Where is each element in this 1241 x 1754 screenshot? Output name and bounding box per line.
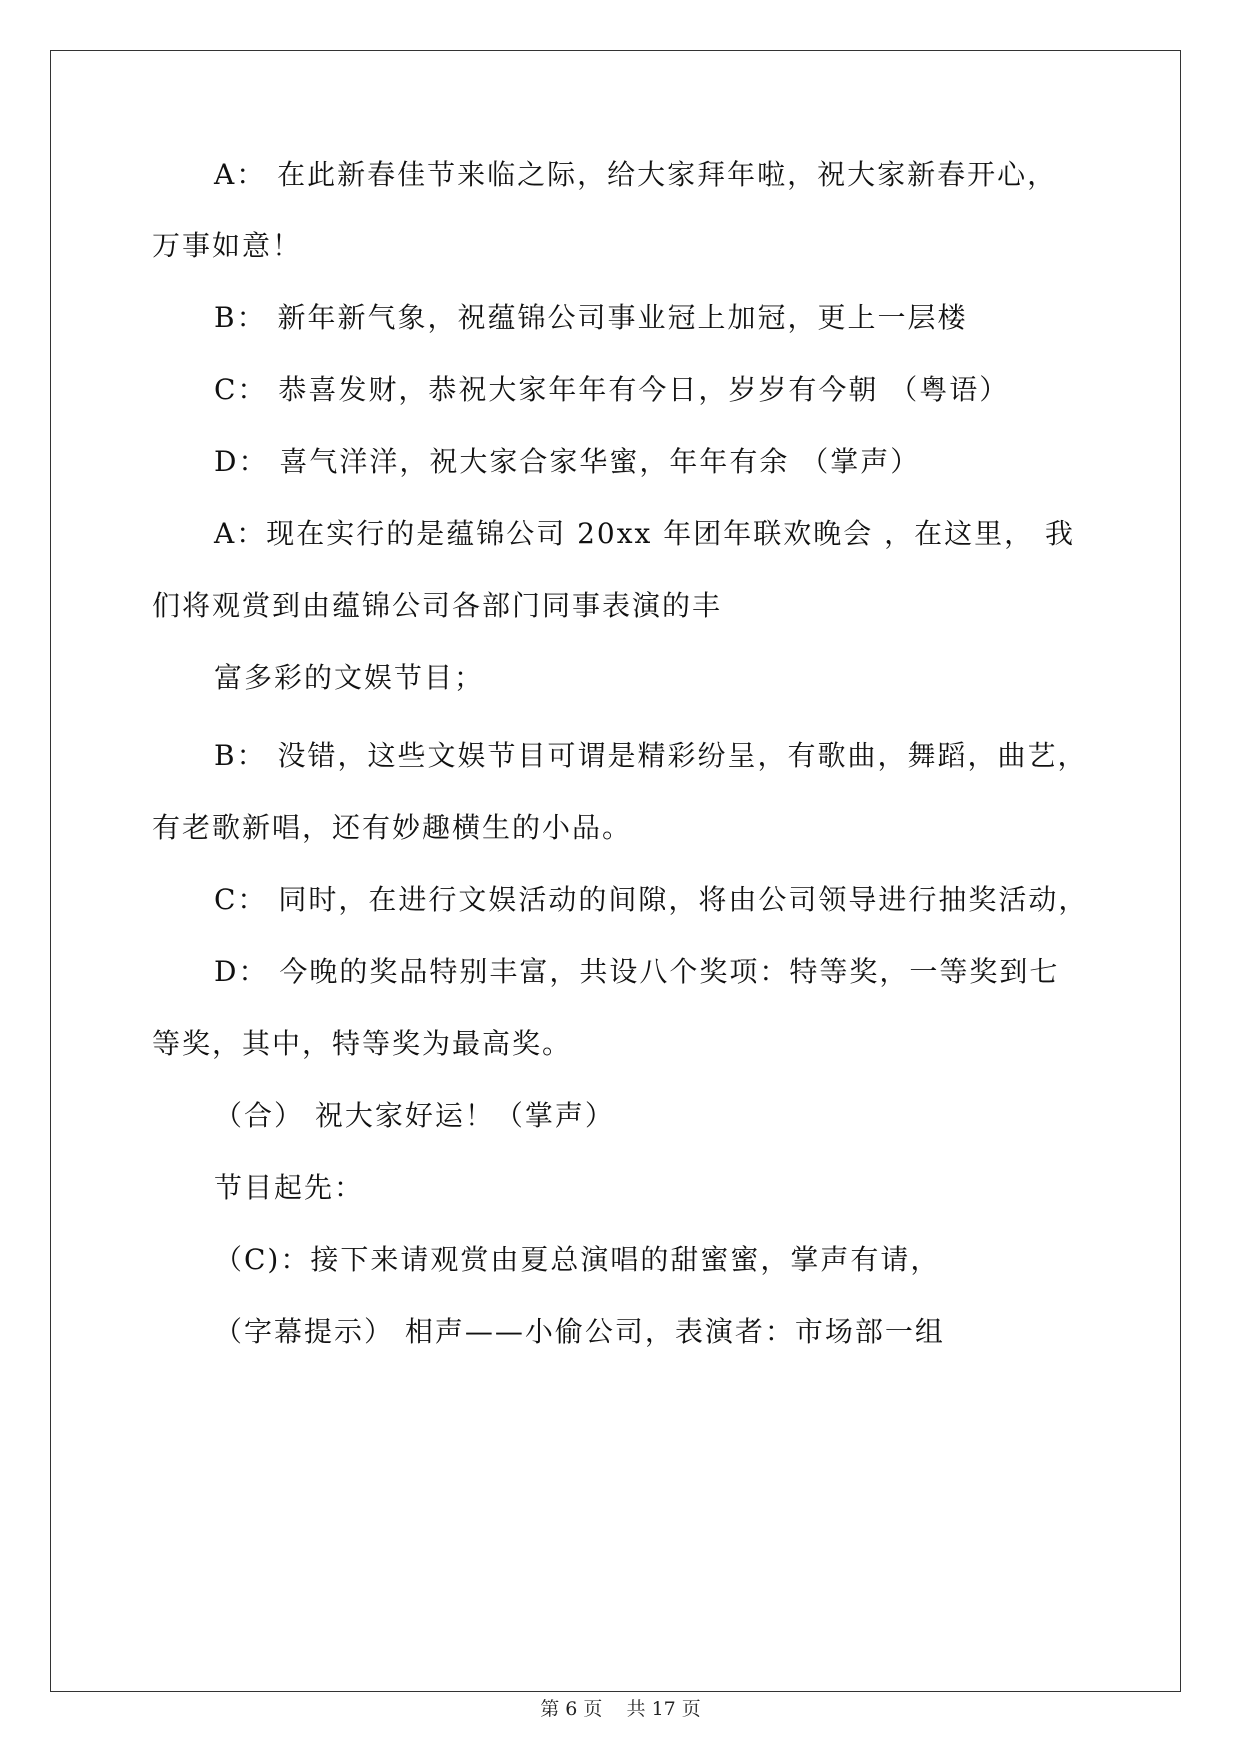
paragraph-line: D： 今晚的奖品特别丰富，共设八个奖项：特等奖，一等奖到七 (214, 955, 1060, 988)
paragraph-line: A：现在实行的是蕴锦公司 20xx 年团年联欢晚会 ，在这里， 我 (214, 517, 1076, 550)
page-total: 共 17 页 (626, 1698, 701, 1720)
paragraph-line: D： 喜气洋洋，祝大家合家华蜜，年年有余 （掌声） (214, 445, 921, 478)
page-border (50, 50, 1181, 1692)
paragraph-line: C： 同时，在进行文娱活动的间隙，将由公司领导进行抽奖活动， (214, 883, 1089, 916)
page-number: 第 6 页 (540, 1698, 603, 1720)
paragraph-line: 万事如意！ (152, 229, 303, 262)
paragraph-line: 节目起先： (214, 1171, 365, 1204)
page-footer (0, 1694, 1241, 1721)
paragraph-line: 们将观赏到由蕴锦公司各部门同事表演的丰 (152, 589, 723, 622)
paragraph-line: A： 在此新春佳节来临之际，给大家拜年啦，祝大家新春开心， (214, 158, 1058, 191)
paragraph-line: 等奖，其中，特等奖为最高奖。 (152, 1027, 573, 1060)
paragraph-line: 有老歌新唱，还有妙趣横生的小品。 (152, 811, 633, 844)
paragraph-line: C： 恭喜发财，恭祝大家年年有今日，岁岁有今朝 （粤语） (214, 373, 1010, 406)
paragraph-line: （字幕提示） 相声——小偷公司，表演者：市场部一组 (214, 1315, 945, 1348)
paragraph-line: （合） 祝大家好运！（掌声） (214, 1099, 615, 1132)
paragraph-line: B： 新年新气象，祝蕴锦公司事业冠上加冠，更上一层楼 (214, 301, 968, 334)
paragraph-line: （C)：接下来请观赏由夏总演唱的甜蜜蜜，掌声有请， (214, 1243, 941, 1276)
paragraph-line: B： 没错，这些文娱节目可谓是精彩纷呈，有歌曲，舞蹈，曲艺， (214, 739, 1088, 772)
paragraph-line: 富多彩的文娱节目； (214, 661, 485, 694)
